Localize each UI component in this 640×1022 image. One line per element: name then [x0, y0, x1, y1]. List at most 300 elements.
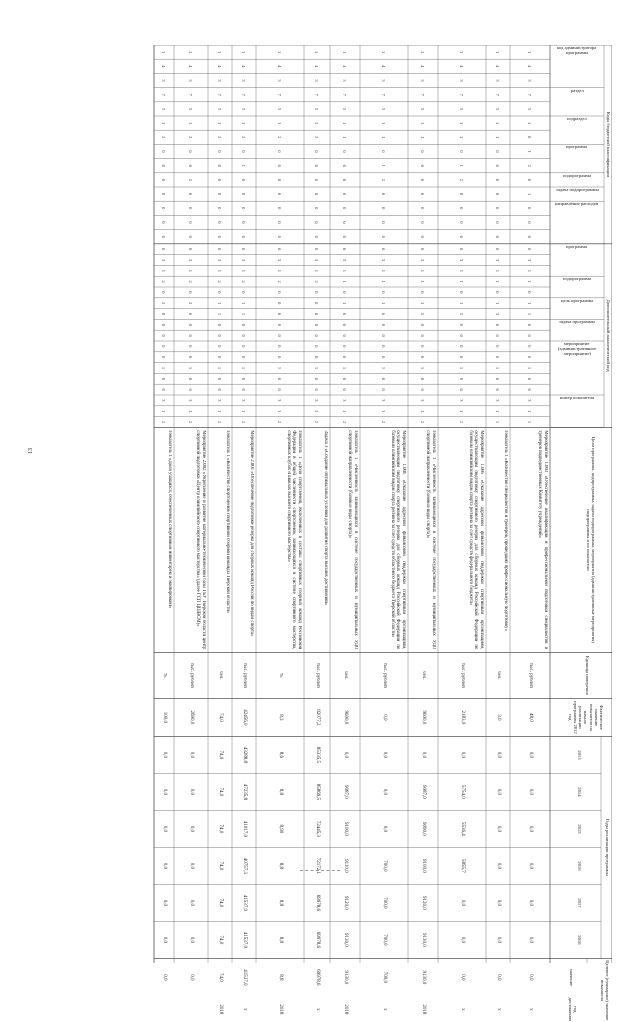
analytic-digit: 0	[342, 345, 348, 348]
row-year-value: 0,0	[496, 936, 501, 944]
code-digit: 0	[495, 164, 501, 167]
analytic-digit: 0	[241, 248, 247, 251]
row-year-value: 85335,5	[315, 746, 320, 764]
analytic-digit: 0	[277, 345, 283, 348]
row-year-value: 0,0	[496, 862, 501, 870]
header-code-block: Коды бюджетной классификации	[606, 111, 611, 177]
code-digit: 7	[217, 93, 223, 96]
code-digit: 4	[527, 65, 533, 68]
code-digit: 1	[381, 164, 387, 167]
code-digit: 0	[161, 221, 167, 224]
analytic-digit: 1	[420, 280, 426, 283]
code-digit: 3	[495, 107, 501, 110]
header-year-2017: 2017	[577, 898, 582, 908]
analytic-digit: 2	[161, 420, 167, 424]
row-year-value: 8,90	[278, 824, 283, 834]
row-year-value: 85869,5	[315, 783, 320, 801]
row-unit: тыс. рублей	[460, 662, 465, 688]
row-year-value: 0,0	[496, 788, 501, 796]
row-year-value: 8,8	[278, 862, 283, 870]
row-year-value: 0,0	[460, 751, 465, 759]
header-final-value: Целевое (суммарное) значение показателя	[599, 960, 610, 1021]
code-digit: 0	[527, 136, 533, 139]
header-program: программа	[566, 144, 588, 150]
row-unit: тыс. рублей	[189, 662, 194, 688]
analytic-digit: 1	[314, 410, 320, 413]
analytic-digit: 0	[188, 356, 194, 359]
row-year-value: 0,0	[460, 899, 465, 907]
row-year-value: 0,0	[162, 899, 167, 907]
analytic-digit: 0	[314, 291, 320, 294]
code-digit: 0	[459, 192, 465, 196]
code-digit: 0	[188, 192, 194, 196]
analytic-digit: 3	[420, 258, 426, 262]
row-year-value: 700,0	[382, 860, 387, 872]
analytic-digit: 0	[420, 388, 426, 391]
analytic-digit: 1	[459, 302, 465, 305]
code-digit: 1	[241, 50, 247, 54]
analytic-digit: 0	[459, 291, 465, 294]
code-digit: 0	[241, 150, 247, 153]
code-digit: 1	[188, 121, 194, 125]
row-final-value: 74,0	[218, 973, 223, 982]
code-digit: 0	[381, 150, 387, 153]
code-digit: 7	[527, 93, 533, 96]
analytic-digit: 0	[277, 248, 283, 251]
row-year-value: 9087,0	[343, 785, 348, 799]
row-description: Показатель 1 «Количество специалистов и тренеров, прошедших профессиональную подготовку»	[503, 430, 508, 631]
code-digit: 0	[217, 150, 223, 153]
code-digit: 4	[188, 65, 194, 68]
code-digit: 1	[342, 121, 348, 125]
row-final-value: 0,0	[528, 974, 533, 981]
analytic-digit: 0	[420, 377, 426, 380]
analytic-digit: 0	[495, 334, 501, 337]
code-digit: 0	[314, 192, 320, 196]
analytic-digit: 0	[161, 248, 167, 251]
row-base-value: 0,0	[382, 714, 387, 721]
code-digit: 0	[277, 235, 283, 238]
row-year-value: 0,0	[528, 862, 533, 870]
analytic-digit: 3	[342, 258, 348, 262]
analytic-digit: 3	[188, 399, 194, 402]
row-year-value: 0,0	[162, 825, 167, 833]
code-digit: 7	[314, 93, 320, 96]
row-year-value: 0,0	[528, 899, 533, 907]
code-digit: 0	[420, 221, 426, 224]
code-digit: 3	[241, 107, 247, 110]
code-digit: 3	[161, 107, 167, 110]
row-year-value: 9130,0	[421, 933, 426, 947]
code-digit: 7	[495, 93, 501, 96]
analytic-digit: 1	[277, 410, 283, 413]
row-year-value: 74,0	[218, 898, 223, 908]
analytic-digit: 2	[277, 280, 283, 283]
analytic-digit: 1	[495, 366, 501, 370]
analytic-digit: 0	[381, 345, 387, 348]
analytic-digit: 0	[342, 377, 348, 380]
code-digit: 3	[161, 79, 167, 82]
code-digit: 7	[161, 93, 167, 96]
analytic-digit: 0	[161, 323, 167, 326]
analytic-digit: 1	[495, 420, 501, 424]
code-digit: 3	[188, 107, 194, 110]
header-year-2016: 2016	[577, 861, 582, 871]
code-digit: 2	[527, 164, 533, 167]
code-digit: 0	[495, 150, 501, 153]
analytic-digit: 1	[495, 302, 501, 305]
code-digit: 1	[495, 50, 501, 54]
code-digit: 0	[381, 192, 387, 196]
analytic-digit: 0	[241, 345, 247, 348]
code-digit: 0	[495, 192, 501, 196]
row-year-value: 8,8	[278, 936, 283, 944]
row-base-value: 2183,0	[460, 710, 465, 725]
analytic-digit: 0	[495, 248, 501, 251]
code-digit: 1	[527, 150, 533, 153]
row-year-value: 40757,3	[242, 857, 247, 875]
code-digit: 0	[188, 164, 194, 167]
analytic-digit: 5	[420, 312, 426, 316]
analytic-digit: 0	[495, 377, 501, 380]
code-digit: 2	[277, 136, 283, 139]
code-digit: 3	[381, 107, 387, 110]
row-year-value: 0,0	[528, 825, 533, 833]
analytic-digit: 1	[459, 269, 465, 272]
code-digit: 4	[495, 65, 501, 68]
row-base-value: 82077,2	[315, 709, 320, 726]
row-base-value: 8,3	[278, 714, 283, 721]
analytic-digit: 0	[241, 356, 247, 359]
code-digit: 0	[277, 207, 283, 210]
code-digit: 0	[459, 207, 465, 210]
row-year-value: 0,0	[460, 936, 465, 944]
analytic-digit: 0	[217, 377, 223, 380]
row-year-value: 5855,7	[460, 859, 465, 873]
row-final-year: х	[528, 1008, 533, 1011]
row-year-value: 5754,0	[460, 785, 465, 799]
code-digit: 0	[381, 235, 387, 238]
analytic-digit: 0	[314, 377, 320, 380]
analytic-digit: 3	[527, 258, 533, 262]
code-digit: 2	[381, 178, 387, 181]
analytic-digit: 3	[527, 399, 533, 402]
analytic-digit: 0	[241, 377, 247, 380]
analytic-digit: 3	[459, 399, 465, 402]
analytic-digit: 2	[241, 280, 247, 283]
code-digit: 2	[188, 178, 194, 181]
code-digit: 1	[217, 50, 223, 54]
row-year-value: 69978,6	[315, 931, 320, 949]
analytic-digit: 0	[217, 248, 223, 251]
row-year-value: 0,0	[189, 751, 194, 759]
analytic-digit: 1	[527, 280, 533, 283]
analytic-digit: 0	[217, 291, 223, 294]
analytic-digit: 0	[217, 323, 223, 326]
analytic-digit: 0	[241, 334, 247, 337]
analytic-digit: 0	[381, 323, 387, 326]
analytic-digit: 0	[188, 291, 194, 294]
code-digit: 1	[527, 121, 533, 125]
code-digit: 0	[495, 221, 501, 224]
row-year-value: 8,8	[278, 788, 283, 796]
analytic-digit: 0	[188, 334, 194, 337]
analytic-digit: 1	[527, 410, 533, 413]
code-digit: 0	[342, 192, 348, 196]
row-unit: тыс. рублей	[528, 662, 533, 688]
analytic-digit: 0	[342, 356, 348, 359]
row-description: Мероприятие 1.006 «Оказание адресной финансовой поддержки спортивным организациям, осуществляющим подготовку спортивного резерва для сборных команд Российской Федерации по базовым олимпийским видам спорта региона за счет средств областного бюджета Тверской области»	[389, 430, 406, 650]
code-digit: 0	[527, 178, 533, 181]
code-digit: 0	[217, 235, 223, 238]
code-digit: 3	[495, 79, 501, 82]
code-digit: 0	[161, 235, 167, 238]
analytic-digit: 0	[459, 345, 465, 348]
row-final-year	[161, 996, 167, 1022]
row-base-value: 3,0	[496, 714, 501, 721]
analytic-digit: 3	[277, 399, 283, 402]
analytic-digit: 3	[217, 258, 223, 262]
code-digit: 0	[161, 164, 167, 167]
analytic-digit: 0	[527, 356, 533, 359]
code-digit: 0	[161, 207, 167, 210]
row-year-value: 41017,0	[242, 820, 247, 838]
analytic-digit: 1	[217, 269, 223, 272]
code-digit: 0	[495, 178, 501, 181]
header-k-goal: цель программы	[560, 297, 594, 303]
analytic-digit: 3	[241, 258, 247, 262]
analytic-digit: 1	[527, 312, 533, 316]
row-year-value: 8,8	[278, 899, 283, 907]
analytic-digit: 3	[459, 258, 465, 262]
code-digit: 4	[217, 65, 223, 68]
analytic-digit: 0	[161, 356, 167, 359]
analytic-digit: 0	[342, 388, 348, 391]
analytic-digit: 0	[527, 323, 533, 326]
analytic-digit: 1	[495, 269, 501, 272]
row-year-value: 9090,0	[421, 822, 426, 836]
analytic-digit: 2	[161, 280, 167, 283]
analytic-digit: 1	[314, 366, 320, 370]
code-digit: 1	[459, 121, 465, 125]
row-year-value: 0,0	[162, 936, 167, 944]
analytic-digit: 3	[161, 399, 167, 402]
analytic-digit: 1	[241, 302, 247, 305]
code-digit: 0	[342, 164, 348, 167]
code-digit: 0	[188, 150, 194, 153]
row-year-value: 9120,0	[343, 896, 348, 910]
analytic-digit: 1	[420, 366, 426, 370]
code-digit: 0	[527, 221, 533, 224]
analytic-digit: 3	[381, 399, 387, 402]
row-base-value: 48,0	[528, 713, 533, 722]
code-digit: 1	[161, 121, 167, 125]
analytic-digit: 0	[161, 388, 167, 391]
analytic-digit: 1	[342, 280, 348, 283]
row-final-year	[188, 996, 194, 1022]
header-activity-dir: направление расходов	[555, 201, 599, 207]
analytic-digit: 1	[217, 302, 223, 305]
analytic-digit: 1	[277, 269, 283, 272]
analytic-digit: 1	[527, 366, 533, 370]
header-year-2014: 2014	[577, 787, 582, 797]
code-digit: 0	[342, 150, 348, 153]
code-digit: 3	[459, 107, 465, 110]
row-year-value: 69978,6	[315, 894, 320, 912]
code-digit: 1	[527, 192, 533, 196]
row-year-value: 9120,0	[421, 896, 426, 910]
row-unit: чел.	[218, 671, 223, 680]
row-year-value: 0,0	[189, 862, 194, 870]
code-digit: 1	[161, 50, 167, 54]
code-digit: 0	[188, 221, 194, 224]
code-digit: 0	[342, 207, 348, 210]
analytic-digit: 0	[188, 377, 194, 380]
analytic-digit: 2	[188, 420, 194, 424]
code-digit: 3	[420, 79, 426, 82]
row-year-value: 74,0	[218, 861, 223, 871]
code-digit: 0	[314, 207, 320, 210]
code-digit: 7	[241, 93, 247, 96]
analytic-digit: 1	[217, 410, 223, 413]
code-digit: 4	[161, 65, 167, 68]
analytic-digit: 1	[277, 366, 283, 370]
analytic-digit: 1	[381, 302, 387, 305]
row-final-year: 2018	[421, 1004, 426, 1015]
analytic-digit: 0	[277, 334, 283, 337]
analytic-digit: 0	[277, 312, 283, 316]
analytic-digit: 1	[459, 366, 465, 370]
code-digit: 1	[420, 50, 426, 54]
code-digit: 0	[188, 235, 194, 238]
analytic-digit: 1	[241, 269, 247, 272]
analytic-digit: 1	[241, 410, 247, 413]
analytic-digit: 1	[342, 366, 348, 370]
code-digit: 4	[381, 65, 387, 68]
row-description: Показатель 1 «Численность занимающихся в системе государственных и муниципальных УДО спортивной направленности (базовые виды спорта)»	[347, 430, 358, 650]
code-digit: 0	[420, 192, 426, 196]
code-digit: 0	[381, 221, 387, 224]
row-final-year: 2018	[278, 1004, 283, 1015]
analytic-digit: 0	[381, 291, 387, 294]
analytic-digit: 1	[495, 280, 501, 283]
code-digit: 0	[314, 164, 320, 167]
code-digit: 1	[241, 164, 247, 167]
analytic-digit: 0	[527, 334, 533, 337]
row-year-value: 0,0	[496, 751, 501, 759]
analytic-digit: 2	[217, 280, 223, 283]
header-admin-code: код администратора программы	[557, 45, 597, 55]
code-digit: 2	[459, 178, 465, 181]
code-digit: 0	[342, 221, 348, 224]
code-digit: 0	[495, 235, 501, 238]
code-digit: 4	[241, 65, 247, 68]
code-digit: 0	[217, 221, 223, 224]
analytic-digit: 0	[314, 302, 320, 305]
analytic-digit: 6	[381, 312, 387, 316]
analytic-digit: 1	[420, 269, 426, 272]
code-digit: 1	[277, 121, 283, 125]
analytic-digit: 2	[241, 420, 247, 424]
row-year-value: 72172,1	[315, 857, 320, 875]
code-digit: 4	[314, 65, 320, 68]
code-digit: 0	[420, 150, 426, 153]
analytic-digit: 1	[381, 410, 387, 413]
row-year-value: 0,0	[189, 825, 194, 833]
analytic-digit: 0	[495, 291, 501, 294]
analytic-digit: 2	[314, 420, 320, 424]
code-digit: 0	[217, 192, 223, 196]
code-digit: 0	[495, 207, 501, 210]
code-digit: 7	[420, 93, 426, 96]
code-digit: 1	[381, 121, 387, 125]
code-digit: 0	[527, 235, 533, 238]
code-digit: 0	[277, 192, 283, 196]
code-digit: 7	[381, 93, 387, 96]
analytic-digit: 0	[495, 388, 501, 391]
row-final-value: 8,8	[278, 974, 283, 981]
row-year-value: 0,0	[162, 862, 167, 870]
code-digit: 0	[459, 235, 465, 238]
row-final-year: х	[315, 1008, 320, 1011]
analytic-digit: 2	[188, 302, 194, 305]
analytic-digit: 0	[314, 323, 320, 326]
code-digit: 1	[495, 136, 501, 139]
analytic-digit: 0	[420, 334, 426, 337]
code-digit: 2	[188, 136, 194, 139]
code-digit: 3	[459, 79, 465, 82]
analytic-digit: 0	[495, 345, 501, 348]
analytic-digit: 0	[342, 323, 348, 326]
code-digit: 0	[459, 221, 465, 224]
row-year-value: 0,0	[189, 899, 194, 907]
code-digit: 3	[217, 107, 223, 110]
analytic-digit: 0	[459, 388, 465, 391]
analytic-digit: 0	[495, 323, 501, 326]
analytic-digit: 0	[217, 334, 223, 337]
row-year-value: 0,0	[162, 751, 167, 759]
code-digit: 7	[188, 93, 194, 96]
code-digit: 0	[314, 221, 320, 224]
row-description: Показатель 1 «Доля учащихся, обеспеченных спортивным инвентарём и экипировкой»	[167, 430, 172, 609]
analytic-digit: 0	[527, 291, 533, 294]
analytic-digit: 5	[459, 312, 465, 316]
row-final-year: х	[382, 1008, 387, 1011]
code-digit: 3	[241, 79, 247, 82]
row-unit: чел.	[343, 671, 348, 680]
row-unit: чел.	[421, 671, 426, 680]
analytic-digit: 0	[314, 356, 320, 359]
code-digit: 0	[217, 207, 223, 210]
row-year-value: 700,0	[382, 934, 387, 946]
analytic-digit: 0	[217, 388, 223, 391]
analytic-digit: 0	[314, 345, 320, 348]
code-digit: 1	[420, 136, 426, 139]
analytic-digit: 1	[188, 410, 194, 413]
code-digit: 7	[342, 93, 348, 96]
header-add-analytic: Дополнительный аналитический код	[606, 299, 611, 372]
code-digit: 2	[161, 136, 167, 139]
row-year-value: 0,0	[382, 788, 387, 796]
analytic-digit: 3	[495, 399, 501, 402]
code-digit: 0	[241, 235, 247, 238]
header-fin-year: Фактическое значение показателя на начало реализации программы 2012 год	[567, 701, 604, 734]
code-digit: 0	[217, 164, 223, 167]
code-digit: 7	[459, 93, 465, 96]
row-final-year: х	[242, 1008, 247, 1011]
code-digit: 1	[459, 50, 465, 54]
row-year-value: 9110,0	[343, 859, 348, 873]
